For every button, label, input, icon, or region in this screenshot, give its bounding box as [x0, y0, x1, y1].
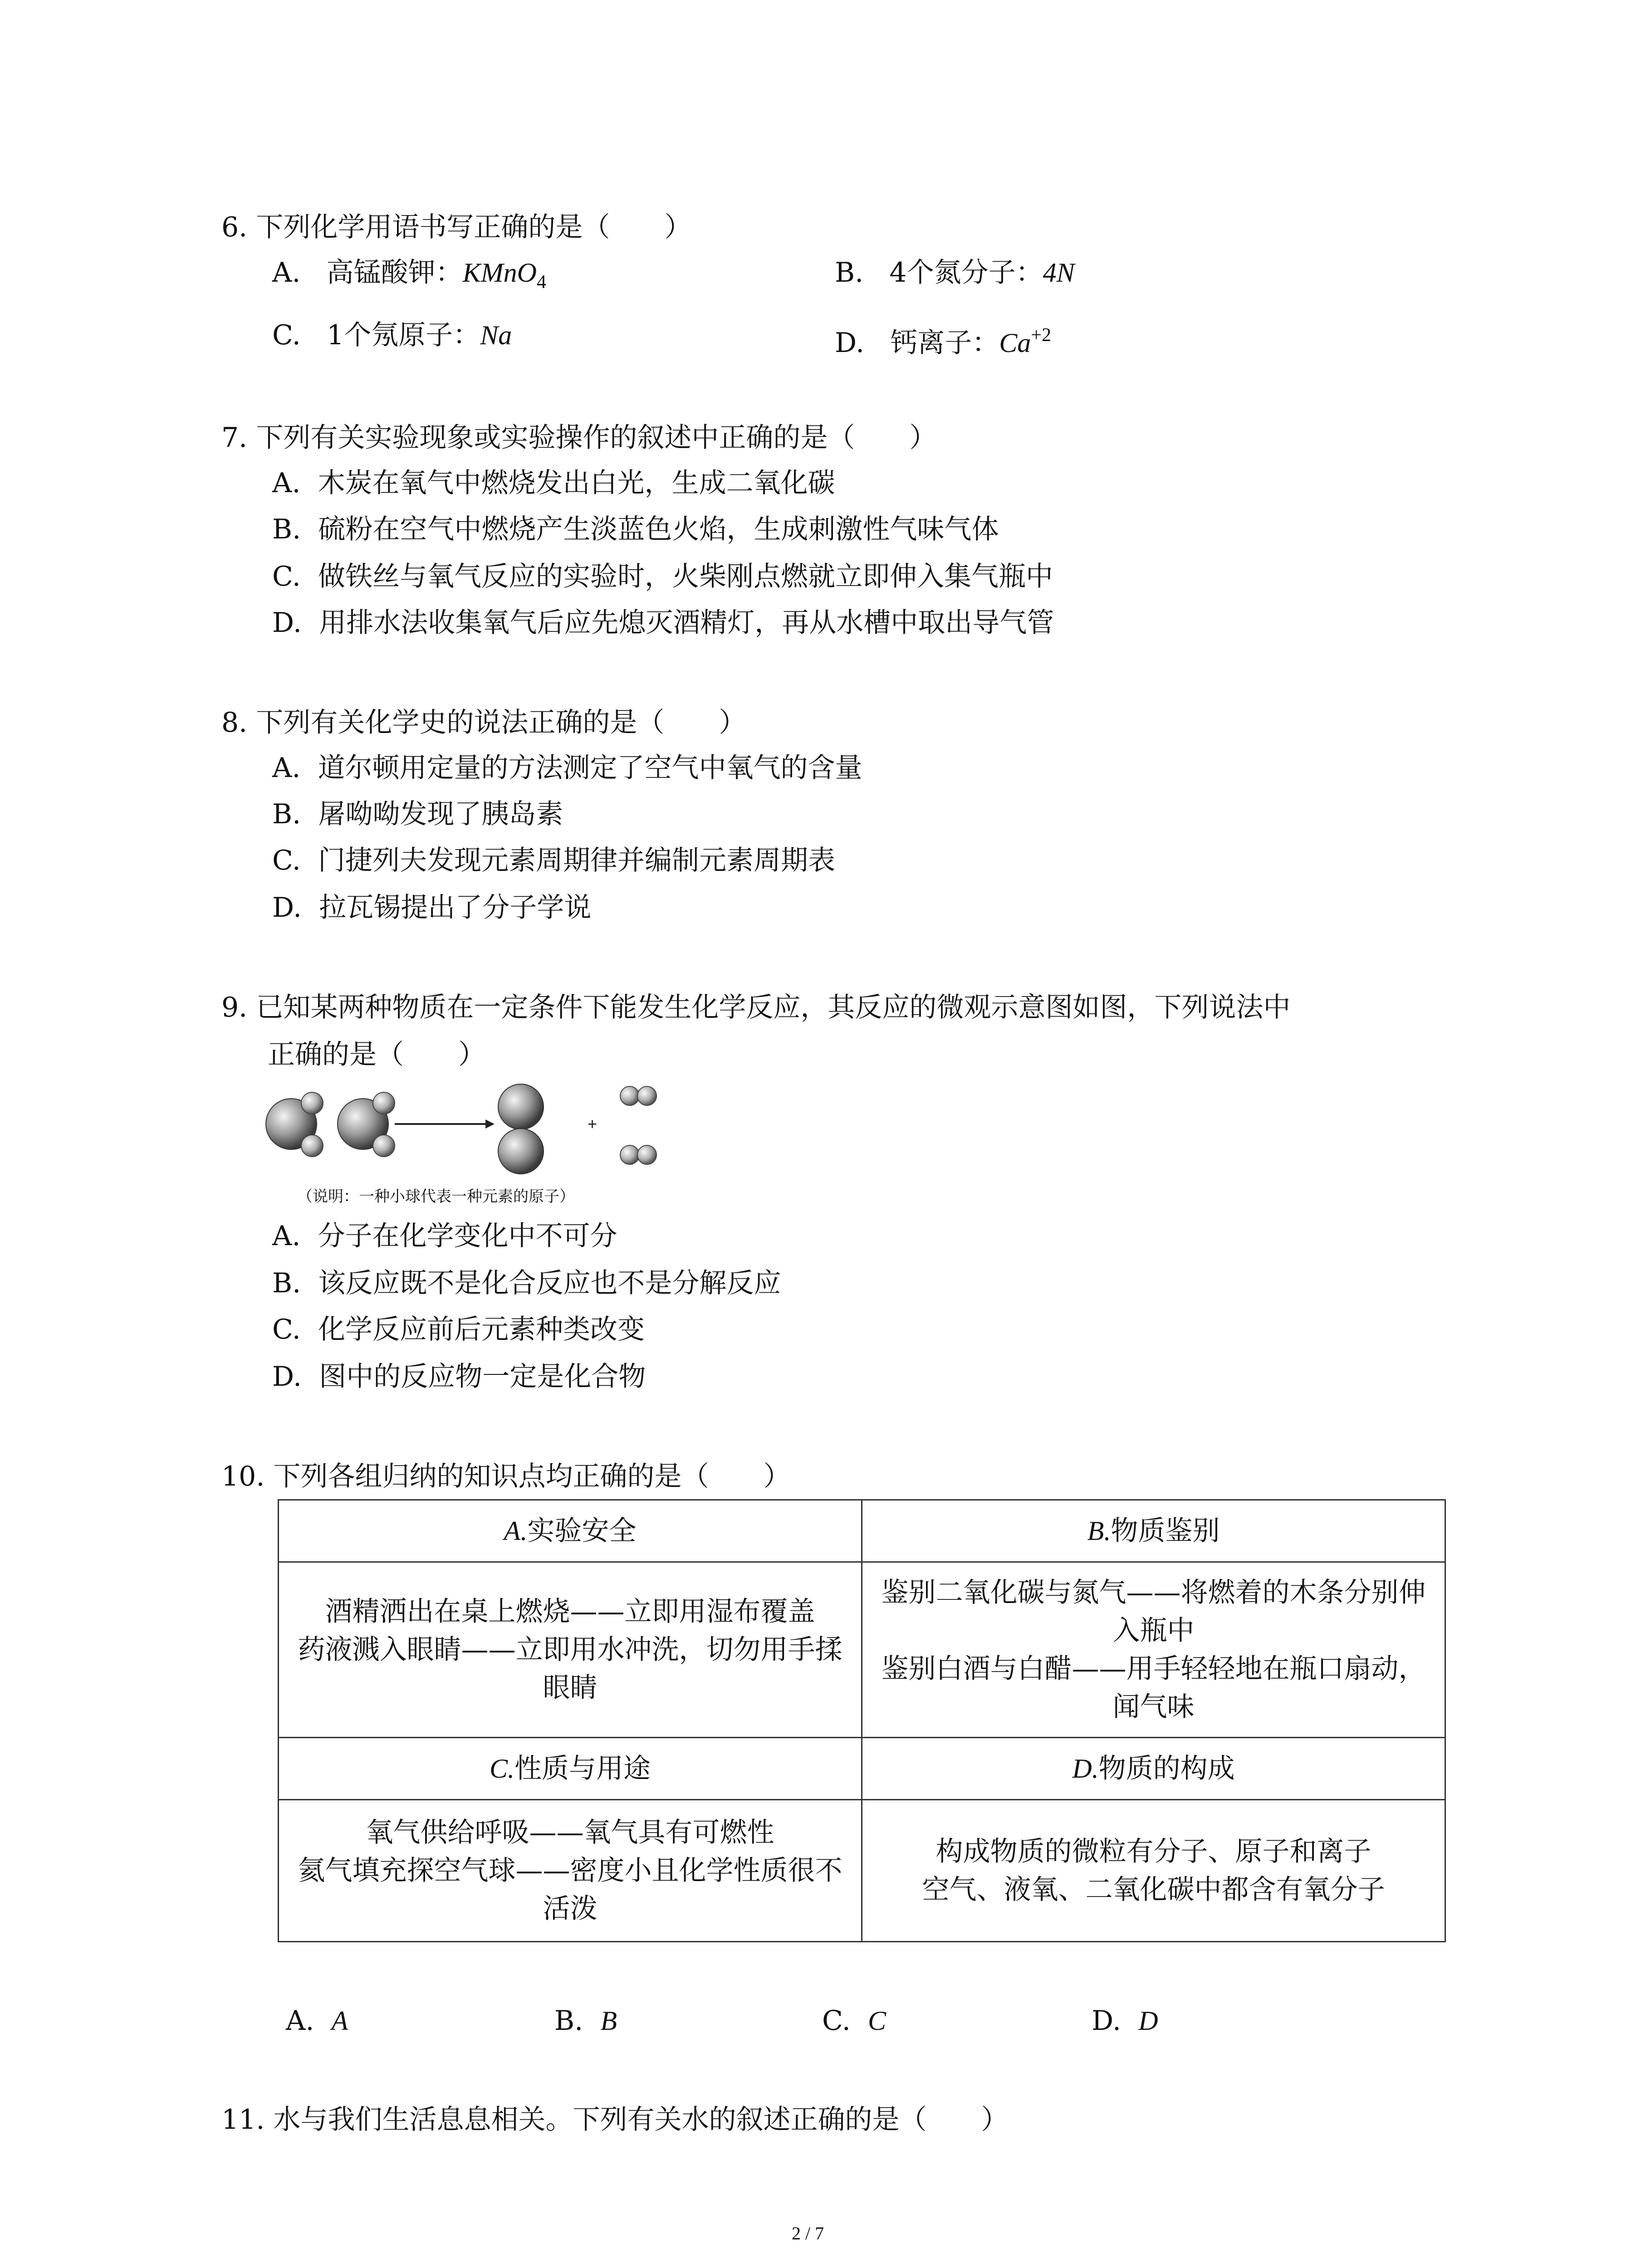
q8-option-c	[272, 845, 835, 876]
q8-d-label: D.	[272, 892, 302, 924]
knowledge-table	[278, 1499, 1446, 1942]
q6-option-b	[835, 257, 1075, 288]
table-row	[279, 1500, 1445, 1562]
q10-answer-b-value: B	[600, 2006, 617, 2036]
q6-a-label: A.	[272, 257, 301, 288]
q10-answer-d	[1092, 2005, 1158, 2037]
q6-c-formula: Na	[480, 320, 512, 350]
q8-a-label: A.	[272, 752, 301, 784]
q7-a-label: A.	[272, 467, 301, 499]
q10-answer-b-label: B.	[554, 2005, 583, 2037]
q6-c-label: C.	[272, 319, 301, 351]
cell-a-letter: A.	[504, 1516, 528, 1546]
q6-a-text: 高锰酸钾：	[326, 257, 463, 288]
q6-b-text: 4个氮分子：	[889, 257, 1043, 288]
q10-answer-b	[554, 2005, 617, 2037]
cell-a-header	[279, 1500, 862, 1562]
reactant-molecule-2	[338, 1092, 395, 1157]
q9-d-text: 图中的反应物一定是化合物	[319, 1361, 646, 1393]
cell-b-content	[862, 1562, 1445, 1738]
q8-option-a	[272, 752, 862, 784]
q10-answer-c-label: C.	[822, 2005, 851, 2037]
q7-c-label: C.	[272, 561, 301, 592]
cell-d-content	[862, 1800, 1445, 1942]
q7-option-b	[272, 513, 999, 545]
q9-stem-line1: 9. 已知某两种物质在一定条件下能发生化学反应，其反应的微观示意图如图，下列说法中	[221, 992, 1291, 1023]
q6-stem: 6. 下列化学用语书写正确的是（ ）	[221, 211, 692, 243]
cell-c-content	[279, 1800, 862, 1942]
q9-stem-line2: 正确的是（ ）	[268, 1039, 485, 1070]
cell-c-header	[279, 1738, 862, 1800]
cell-d-item-2: 空气、液氧、二氧化碳中都含有氧分子	[922, 1874, 1385, 1906]
q6-a-formula	[462, 258, 546, 293]
q6-c-text: 1个氖原子：	[327, 319, 480, 351]
cell-d-item-1: 构成物质的微粒有分子、原子和离子	[936, 1836, 1372, 1867]
q9-option-d	[272, 1361, 646, 1393]
cell-d-letter: D.	[1072, 1754, 1099, 1784]
q9-a-label: A.	[272, 1220, 301, 1252]
q10-answer-a-label: A.	[286, 2005, 314, 2037]
cell-a-content	[279, 1562, 862, 1738]
q10-answer-d-value: D	[1138, 2006, 1158, 2036]
cell-b-item-2: 鉴别白酒与白醋——用手轻轻地在瓶口扇动，闻气味	[881, 1653, 1426, 1723]
q6-b-label: B.	[835, 257, 864, 288]
table-row	[279, 1562, 1445, 1738]
q9-option-c	[272, 1314, 645, 1345]
q8-b-text: 屠呦呦发现了胰岛素	[318, 798, 563, 830]
reaction-arrow	[395, 1119, 495, 1129]
reactant-molecule-1	[266, 1092, 323, 1157]
q6-a-formula-sub: 4	[536, 272, 546, 293]
cell-c-item-1: 氧气供给呼吸——氧气具有可燃性	[366, 1817, 774, 1848]
table-row	[279, 1800, 1445, 1942]
q6-option-d	[835, 319, 1051, 359]
q8-option-b	[272, 798, 563, 830]
q6-option-c	[272, 319, 512, 351]
cell-a-item-2: 药液溅入眼睛——立即用水冲洗，切勿用手揉眼睛	[298, 1634, 843, 1704]
page-number: 2 / 7	[792, 2223, 824, 2244]
cell-c-item-2: 氦气填充探空气球——密度小且化学性质很不活泼	[298, 1855, 843, 1925]
cell-a-item-1: 酒精洒出在桌上燃烧——立即用湿布覆盖	[325, 1596, 815, 1628]
cell-a-title: 实验安全	[527, 1515, 637, 1547]
q6-d-formula-sup: +2	[1031, 325, 1051, 346]
q7-b-label: B.	[272, 513, 301, 545]
q6-d-label: D.	[835, 327, 865, 359]
q10-answer-c-value: C	[868, 2006, 887, 2036]
q8-c-text: 门捷列夫发现元素周期律并编制元素周期表	[318, 845, 835, 876]
q6-option-a	[272, 257, 546, 298]
q10-answer-a-value: A	[331, 2006, 348, 2036]
q7-option-c	[272, 561, 1053, 592]
cell-b-title: 物质鉴别	[1111, 1515, 1220, 1547]
q7-a-text: 木炭在氧气中燃烧发出白光，生成二氧化碳	[318, 467, 835, 499]
q9-c-text: 化学反应前后元素种类改变	[318, 1314, 645, 1345]
q8-option-d	[272, 892, 591, 924]
product-molecule-big	[498, 1084, 544, 1174]
table-row	[279, 1738, 1445, 1800]
q6-a-formula-main: KMnO	[462, 258, 537, 288]
q9-a-text: 分子在化学变化中不可分	[318, 1220, 617, 1252]
q7-d-label: D.	[272, 607, 302, 639]
cell-b-letter: B.	[1087, 1516, 1111, 1546]
q7-option-a	[272, 467, 835, 499]
q6-d-text: 钙离子：	[890, 327, 999, 359]
diagram-caption: （说明：一种小球代表一种元素的原子）	[297, 1188, 575, 1206]
q9-option-a	[272, 1220, 617, 1252]
q7-stem: 7. 下列有关实验现象或实验操作的叙述中正确的是（ ）	[221, 422, 937, 454]
cell-d-title: 物质的构成	[1098, 1753, 1235, 1784]
q7-b-text: 硫粉在空气中燃烧产生淡蓝色火焰，生成刺激性气味气体	[318, 513, 999, 545]
product-molecules-small	[620, 1086, 656, 1164]
cell-d-header	[862, 1738, 1445, 1800]
q7-d-text: 用排水法收集氧气后应先熄灭酒精灯，再从水槽中取出导气管	[319, 607, 1054, 639]
plus-sign: +	[588, 1114, 598, 1133]
reaction-diagram	[263, 1083, 671, 1178]
q8-stem: 8. 下列有关化学史的说法正确的是（ ）	[221, 707, 746, 738]
q8-a-text: 道尔顿用定量的方法测定了空气中氧气的含量	[318, 752, 862, 784]
q6-d-formula-main: Ca	[999, 328, 1031, 358]
q7-option-d	[272, 607, 1054, 639]
cell-b-item-1: 鉴别二氧化碳与氮气——将燃着的木条分别伸入瓶中	[881, 1577, 1426, 1647]
q7-c-text: 做铁丝与氧气反应的实验时，火柴刚点燃就立即伸入集气瓶中	[318, 561, 1053, 592]
q9-b-label: B.	[272, 1267, 301, 1299]
q9-c-label: C.	[272, 1314, 301, 1345]
q9-option-b	[272, 1267, 781, 1299]
cell-b-header	[862, 1500, 1445, 1562]
q6-b-formula: 4N	[1043, 258, 1075, 288]
q8-b-label: B.	[272, 798, 301, 830]
q10-stem: 10. 下列各组归纳的知识点均正确的是（ ）	[221, 1461, 791, 1492]
cell-c-title: 性质与用途	[514, 1753, 651, 1784]
q8-c-label: C.	[272, 845, 301, 876]
q9-d-label: D.	[272, 1361, 302, 1393]
q6-d-formula	[999, 325, 1051, 358]
q10-answer-c	[822, 2005, 886, 2037]
cell-c-letter: C.	[489, 1754, 515, 1784]
q8-d-text: 拉瓦锡提出了分子学说	[319, 892, 592, 924]
q11-stem: 11. 水与我们生活息息相关。下列有关水的叙述正确的是（ ）	[221, 2104, 1009, 2136]
q10-answer-a	[286, 2005, 348, 2037]
q9-b-text: 该反应既不是化合反应也不是分解反应	[318, 1267, 781, 1299]
q10-answer-d-label: D.	[1092, 2005, 1122, 2037]
